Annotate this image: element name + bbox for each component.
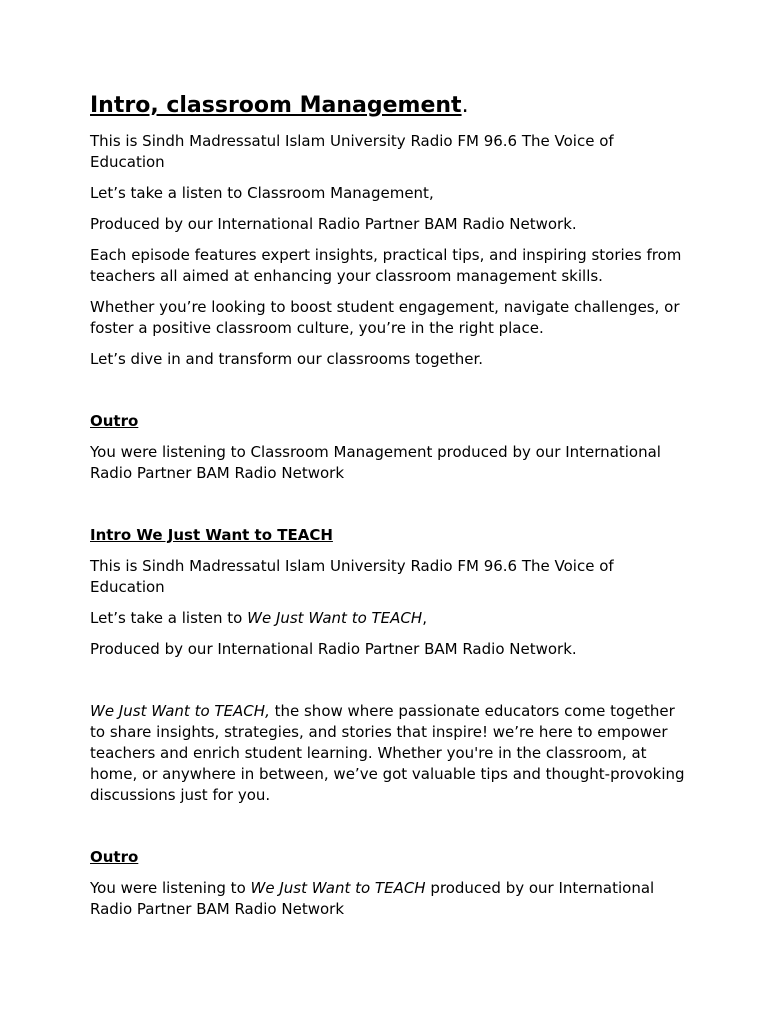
intro2-paragraph-1: This is Sindh Madressatul Islam University Radio FM 96.6 The Voice of Education [90,557,614,596]
intro2-p2-show-name: We Just Want to TEACH [247,609,423,627]
spacer [90,670,690,701]
intro1-paragraph-3: Produced by our International Radio Partner BAM Radio Network. [90,215,577,233]
intro2-p2-prefix: Let’s take a listen to [90,609,248,627]
intro1-paragraph-4: Each episode features expert insights, practical tips, and inspiring stories from teachers all aimed at enhancing your classroom management skills. [90,246,682,285]
spacer [90,380,690,411]
title-text: Intro, classroom Management [90,93,462,118]
outro2-p1-show-name: We Just Want to TEACH [250,879,426,897]
outro1-heading: Outro [90,412,139,430]
outro2-heading: Outro [90,848,139,866]
intro1-paragraph-5: Whether you’re looking to boost student engagement, navigate challenges, or foster a positive classroom culture, you’re in the right place. [90,298,680,337]
outro1-paragraph-1: You were listening to Classroom Management produced by our International Radio Partner BAM Radio Network [90,443,661,482]
outro2-p1-prefix: You were listening to [90,879,251,897]
document-page [90,90,690,930]
intro2-paragraph-3: Produced by our International Radio Partner BAM Radio Network. [90,640,577,658]
intro2-p2-suffix: , [422,609,427,627]
intro2-paragraph-4 [90,701,690,806]
spacer [90,494,690,525]
outro2-p1-suffix: produced by our International Radio Partner BAM Radio Network [90,879,655,918]
title-trailing: . [461,93,469,118]
intro1-paragraph-1: This is Sindh Madressatul Islam University Radio FM 96.6 The Voice of Education [90,132,614,171]
intro2-p4-show-name: We Just Want to TEACH, [90,702,270,720]
intro2-heading: Intro We Just Want to TEACH [90,526,333,544]
outro2-paragraph-1 [90,878,690,920]
intro2-p4-rest: the show where passionate educators come together to share insights, strategies, and stories that inspire! we’re here to empower teachers and enrich student learning. Whether you're in the classroom, at home, or anywhere in between, we’ve got valuable tips and thought-provoking discussions just for you. [90,702,685,804]
intro2-paragraph-2 [90,608,690,629]
intro1-paragraph-6: Let’s dive in and transform our classrooms together. [90,350,484,368]
intro1-paragraph-2: Let’s take a listen to Classroom Management, [90,184,434,202]
spacer [90,816,690,847]
document-title [90,90,690,122]
